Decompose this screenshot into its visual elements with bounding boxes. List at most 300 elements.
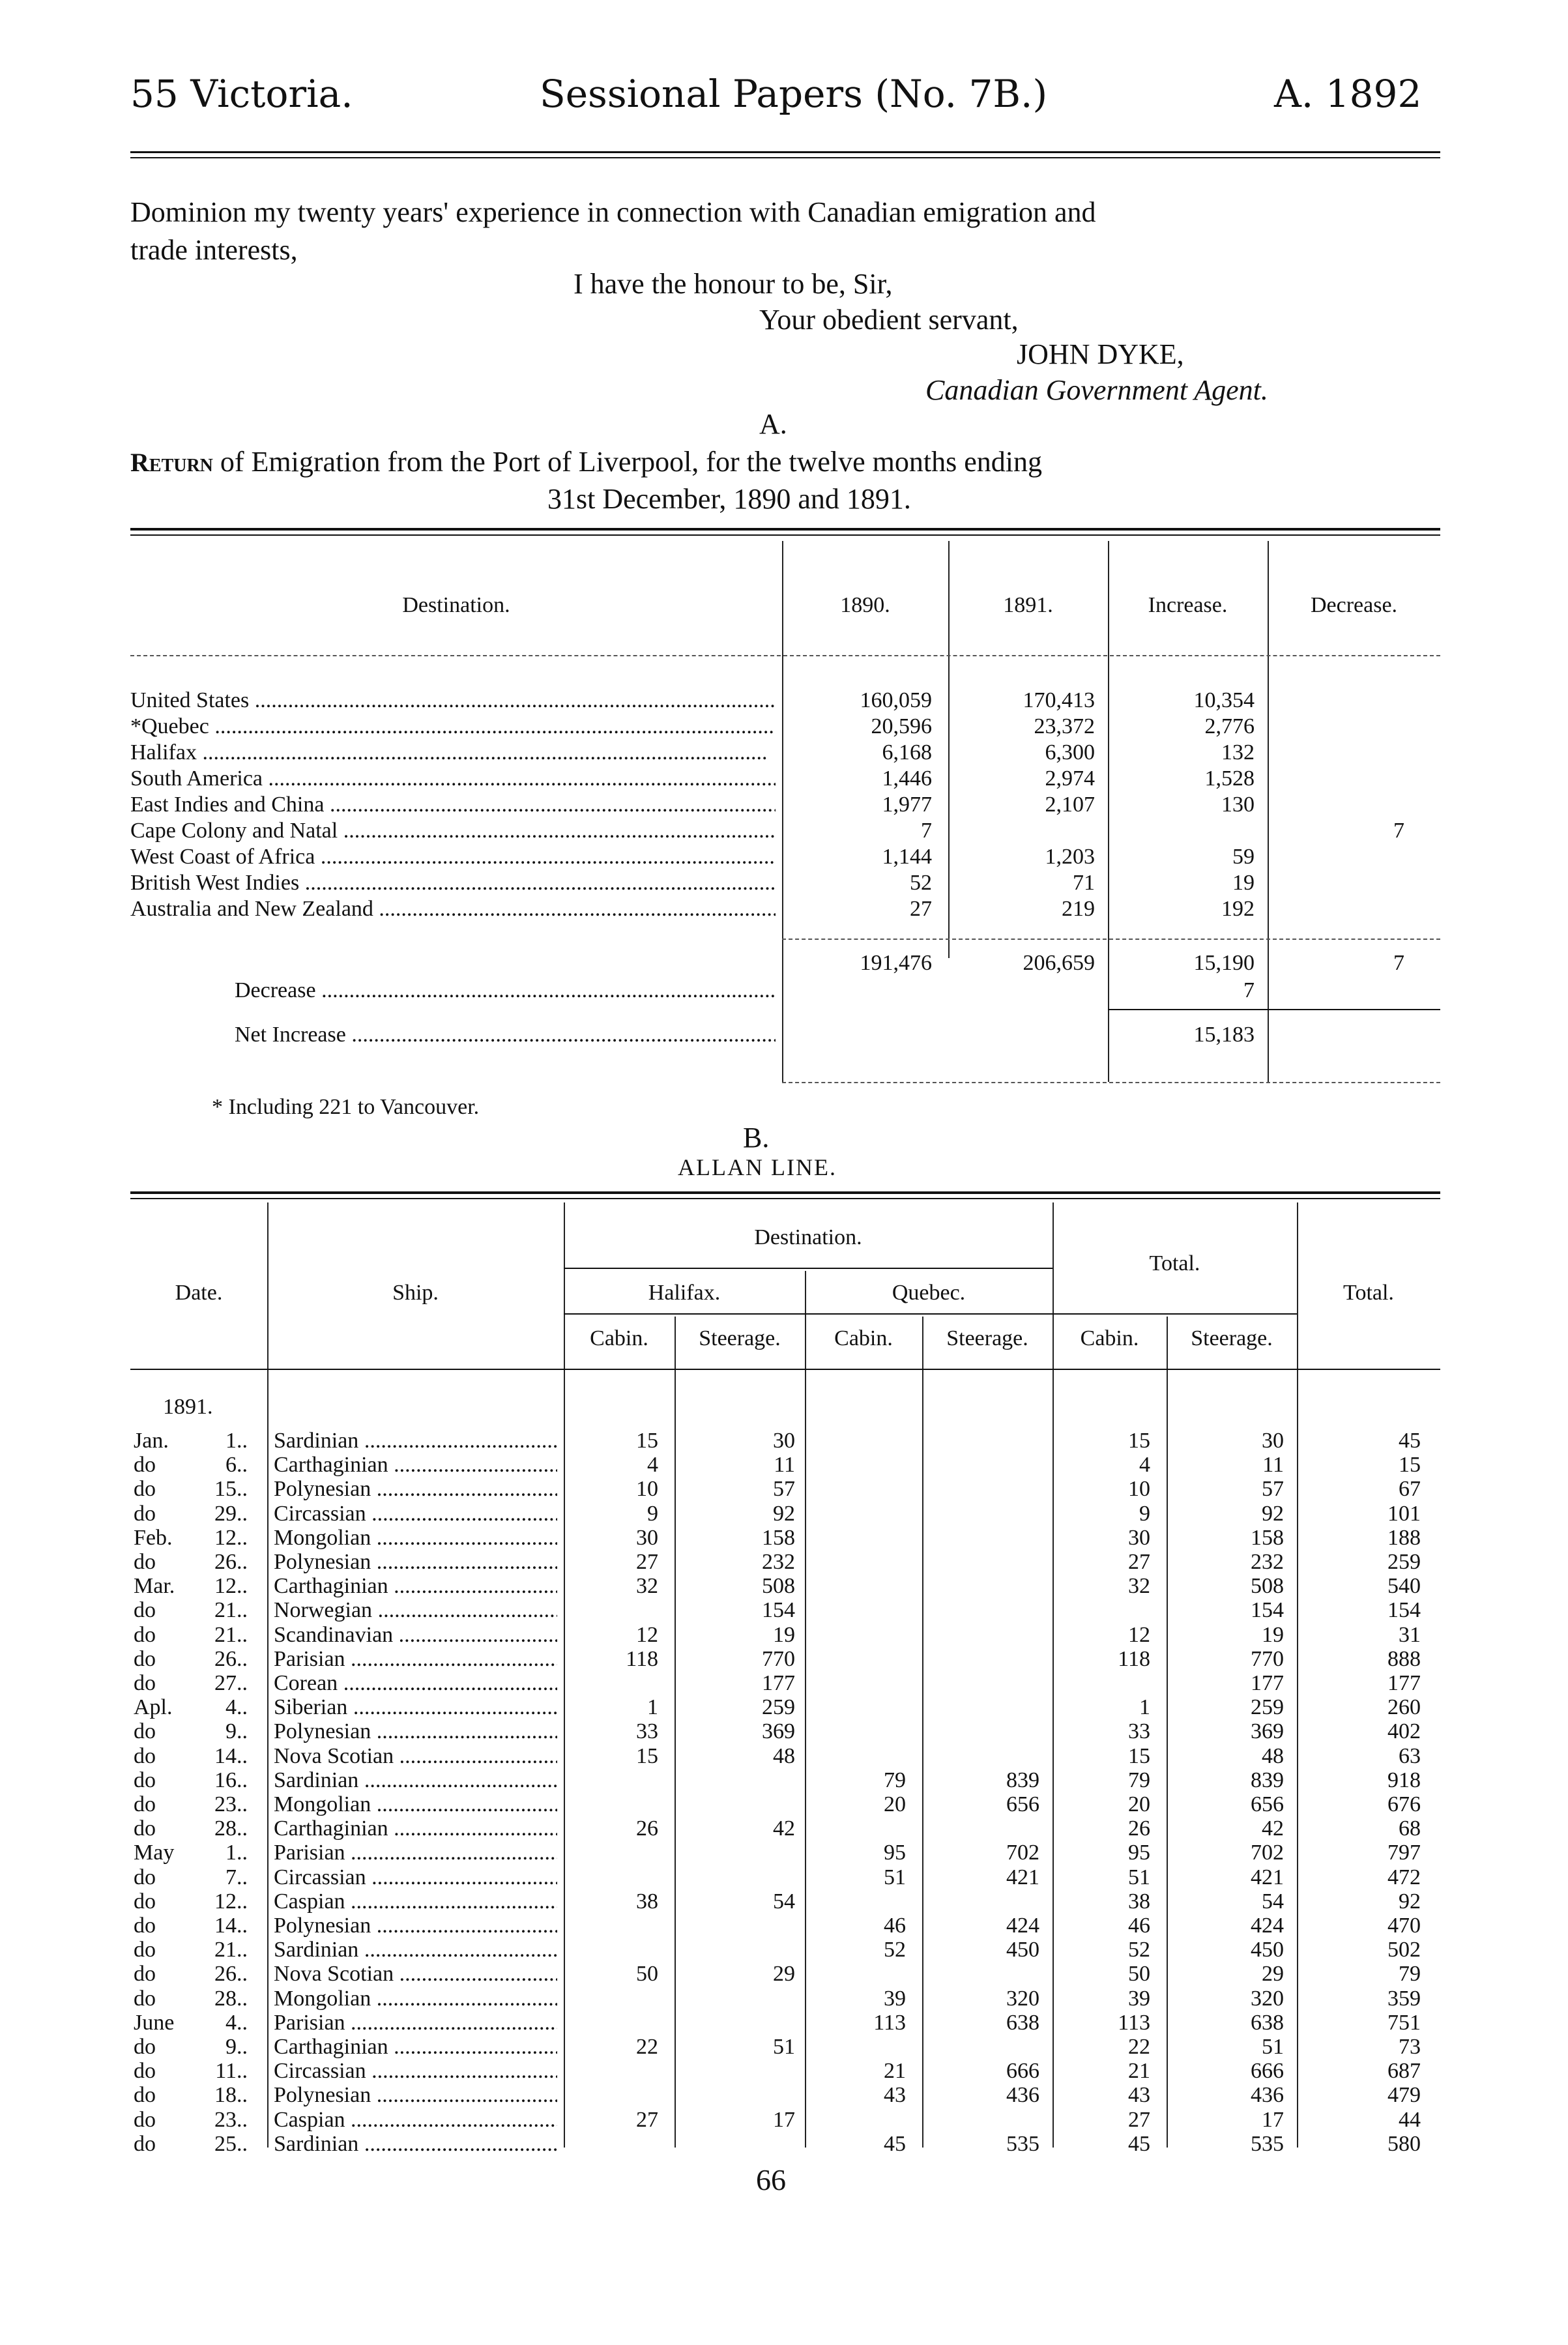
table-b-ship: Caspian .....: [274, 2108, 557, 2132]
table-b-month: Mar.: [134, 1574, 175, 1598]
table-a-rule-top: [130, 528, 1440, 531]
table-b-sub-rule: [564, 1313, 1297, 1315]
table-b-quebec-steerage: 638: [1006, 2011, 1039, 2035]
table-b-month: do: [134, 1671, 156, 1695]
header-year: A. 1892: [1274, 72, 1422, 116]
table-b-row: [0, 1671, 1568, 1695]
table-b-total-cabin: 38: [1128, 1889, 1150, 1914]
table-b-year: 1891.: [163, 1395, 213, 1419]
table-b-halifax-steerage: 51: [773, 2035, 795, 2059]
table-b-total-steerage: 51: [1262, 2035, 1284, 2059]
table-b-halifax-cabin: 50: [636, 1962, 658, 1986]
table-b-day: 11..: [215, 2059, 248, 2083]
table-a-value-1891: 23,372: [1034, 714, 1095, 738]
table-b-row: [0, 1987, 1568, 2011]
table-a-total-decrease: 7: [1393, 951, 1404, 975]
table-b-halifax-cabin: 12: [636, 1623, 658, 1647]
table-b-ship: Sardinian .....: [274, 1429, 557, 1453]
table-b-halifax-cabin: 4: [647, 1453, 658, 1477]
table-b-grand-total: 259: [1387, 1550, 1421, 1574]
table-a-bottom-rule: [782, 1082, 1440, 1083]
table-b-total-steerage: 92: [1262, 1502, 1284, 1526]
table-b-row: [0, 1453, 1568, 1477]
table-a-head-increase: Increase.: [1148, 593, 1228, 617]
table-b-head-total: Total.: [1343, 1281, 1394, 1305]
table-b-quebec-steerage: 450: [1006, 1938, 1039, 1962]
table-a-decrease-value: 7: [1243, 978, 1255, 1002]
table-b-month: do: [134, 1816, 156, 1841]
table-a-value-increase: 59: [1232, 845, 1255, 869]
table-b-grand-total: 502: [1387, 1938, 1421, 1962]
table-b-total-cabin: 43: [1128, 2083, 1150, 2107]
header-rule-bottom: [130, 157, 1440, 158]
section-b-title: ALLAN LINE.: [678, 1154, 837, 1180]
table-b-total-cabin: 32: [1128, 1574, 1150, 1598]
table-b-grand-total: 359: [1387, 1987, 1421, 2011]
table-b-grand-total: 92: [1399, 1889, 1421, 1914]
table-b-total-steerage: 320: [1251, 1987, 1284, 2011]
table-a-net-value: 15,183: [1193, 1023, 1255, 1047]
table-b-halifax-steerage: 232: [762, 1550, 795, 1574]
table-b-day: 26..: [214, 1550, 248, 1574]
table-b-head-h-cabin: Cabin.: [590, 1326, 648, 1350]
table-b-month: do: [134, 1477, 156, 1501]
table-b-halifax-cabin: 27: [636, 2108, 658, 2132]
table-b-head-quebec: Quebec.: [892, 1281, 966, 1305]
table-a-destination: *Quebec .....: [130, 714, 776, 740]
table-b-day: 21..: [214, 1623, 248, 1647]
table-b-row: [0, 1647, 1568, 1671]
table-b-total-cabin: 51: [1128, 1865, 1150, 1889]
table-b-halifax-steerage: 158: [762, 1526, 795, 1550]
table-b-total-cabin: 26: [1128, 1816, 1150, 1841]
table-b-total-steerage: 177: [1251, 1671, 1284, 1695]
table-a-value-1891: 71: [1073, 871, 1095, 895]
section-a-title: [130, 445, 1440, 478]
table-b-head-t-steerage: Steerage.: [1191, 1326, 1273, 1350]
table-b-head-date: Date.: [175, 1281, 223, 1305]
table-b-row: [0, 1865, 1568, 1889]
table-b-halifax-steerage: 154: [762, 1598, 795, 1622]
table-b-quebec-steerage: 320: [1006, 1987, 1039, 2011]
table-b-day: 27..: [214, 1671, 248, 1695]
table-b-month: do: [134, 1987, 156, 2011]
table-a-head-1891: 1891.: [1003, 593, 1053, 617]
table-b-total-steerage: 770: [1251, 1647, 1284, 1671]
table-a-decrease-label: Decrease .....: [235, 978, 776, 1004]
table-a-destination: East Indies and China .....: [130, 792, 776, 818]
table-b-head-h-steerage: Steerage.: [699, 1326, 781, 1350]
table-b-head-t-cabin: Cabin.: [1080, 1326, 1139, 1350]
table-a-value-1890: 1,446: [882, 766, 932, 791]
table-b-quebec-cabin: 21: [884, 2059, 906, 2083]
letter-closing-1: I have the honour to be, Sir,: [573, 268, 893, 300]
table-b-quebec-steerage: 666: [1006, 2059, 1039, 2083]
table-b-ship: Polynesian .....: [274, 1914, 557, 1938]
table-b-total-steerage: 42: [1262, 1816, 1284, 1841]
table-b-total-steerage: 369: [1251, 1719, 1284, 1743]
table-b-day: 28..: [214, 1987, 248, 2011]
table-b-total-steerage: 450: [1251, 1938, 1284, 1962]
table-b-month: do: [134, 1744, 156, 1768]
table-a-destination: British West Indies .....: [130, 870, 776, 896]
table-b-ship: Scandinavian .....: [274, 1623, 557, 1647]
table-b-day: 9..: [225, 2035, 248, 2059]
table-a-value-increase: 130: [1221, 793, 1255, 817]
table-b-day: 1..: [225, 1429, 248, 1453]
table-a-sum-rule: [782, 939, 1440, 940]
table-b-halifax-cabin: 15: [636, 1744, 658, 1768]
table-b-halifax-cabin: 26: [636, 1816, 658, 1841]
table-b-total-cabin: 10: [1128, 1477, 1150, 1501]
table-b-row: [0, 1526, 1568, 1550]
table-b-quebec-cabin: 45: [884, 2132, 906, 2156]
table-b-total-cabin: 118: [1118, 1647, 1150, 1671]
table-b-row: [0, 1574, 1568, 1598]
table-b-head-destination: Destination.: [754, 1225, 862, 1249]
table-a-total-increase: 15,190: [1193, 951, 1255, 975]
table-b-total-steerage: 17: [1262, 2108, 1284, 2132]
table-b-total-steerage: 535: [1251, 2132, 1284, 2156]
table-b-ship: Polynesian .....: [274, 2083, 557, 2107]
table-b-month: Jan.: [134, 1429, 169, 1453]
table-b-ship: Nova Scotian .....: [274, 1962, 557, 1986]
table-b-quebec-steerage: 421: [1006, 1865, 1039, 1889]
table-b-ship: Mongolian .....: [274, 1526, 557, 1550]
table-a-value-1891: 6,300: [1045, 740, 1095, 765]
table-b-day: 1..: [225, 1841, 248, 1865]
table-b-month: do: [134, 1453, 156, 1477]
table-b-grand-total: 154: [1387, 1598, 1421, 1622]
table-b-ship: Polynesian .....: [274, 1719, 557, 1743]
table-b-total-steerage: 436: [1251, 2083, 1284, 2107]
table-b-grand-total: 580: [1387, 2132, 1421, 2156]
table-b-ship: Carthaginian .....: [274, 1574, 557, 1598]
table-a-value-increase: 132: [1221, 740, 1255, 765]
section-a-title-rest: of Emigration from the Port of Liverpool, for the twelve months ending: [212, 446, 1042, 478]
table-b-halifax-steerage: 48: [773, 1744, 795, 1768]
table-b-day: 12..: [214, 1526, 248, 1550]
table-b-grand-total: 260: [1387, 1695, 1421, 1719]
table-b-grand-total: 68: [1399, 1816, 1421, 1841]
table-b-day: 21..: [214, 1938, 248, 1962]
table-b-head-total-group: Total.: [1149, 1251, 1200, 1275]
table-b-total-cabin: 1: [1139, 1695, 1150, 1719]
table-b-row: [0, 1768, 1568, 1792]
table-b-quebec-cabin: 95: [884, 1841, 906, 1865]
table-b-total-steerage: 11: [1262, 1453, 1284, 1477]
table-b-total-cabin: 27: [1128, 1550, 1150, 1574]
table-b-month: June: [134, 2011, 175, 2035]
table-b-row: [0, 1502, 1568, 1526]
table-b-quebec-cabin: 20: [884, 1792, 906, 1816]
table-a-value-1891: 219: [1062, 897, 1095, 921]
table-b-grand-total: 888: [1387, 1647, 1421, 1671]
table-b-grand-total: 687: [1387, 2059, 1421, 2083]
table-b-total-cabin: 9: [1139, 1502, 1150, 1526]
table-b-grand-total: 45: [1399, 1429, 1421, 1453]
table-b-head-q-steerage: Steerage.: [946, 1326, 1028, 1350]
table-b-grand-total: 751: [1387, 2011, 1421, 2035]
table-b-total-steerage: 30: [1262, 1429, 1284, 1453]
table-b-grand-total: 63: [1399, 1744, 1421, 1768]
table-b-row: [0, 2108, 1568, 2132]
table-b-grand-total: 472: [1387, 1865, 1421, 1889]
table-a-value-increase: 2,776: [1204, 714, 1255, 738]
table-a-net-row: [0, 1022, 1568, 1048]
table-b-grand-total: 540: [1387, 1574, 1421, 1598]
table-b-halifax-cabin: 1: [647, 1695, 658, 1719]
table-b-halifax-steerage: 11: [774, 1453, 795, 1477]
table-b-ship: Nova Scotian .....: [274, 1744, 557, 1768]
table-b-grand-total: 402: [1387, 1719, 1421, 1743]
table-b-ship: Polynesian .....: [274, 1550, 557, 1574]
table-b-halifax-steerage: 30: [773, 1429, 795, 1453]
table-a-total-1890: 191,476: [860, 951, 932, 975]
table-b-ship: Sardinian .....: [274, 1938, 557, 1962]
table-a-value-increase: 192: [1221, 897, 1255, 921]
table-b-month: do: [134, 1550, 156, 1574]
table-b-quebec-cabin: 113: [873, 2011, 906, 2035]
table-b-month: do: [134, 1865, 156, 1889]
table-b-halifax-cabin: 33: [636, 1719, 658, 1743]
table-b-day: 6..: [225, 1453, 248, 1477]
header-rule-top: [130, 151, 1440, 153]
table-b-row: [0, 2059, 1568, 2083]
table-b-quebec-steerage: 702: [1006, 1841, 1039, 1865]
table-b-month: May: [134, 1841, 175, 1865]
table-b-total-cabin: 52: [1128, 1938, 1150, 1962]
table-b-total-cabin: 79: [1128, 1768, 1150, 1792]
table-b-ship: Mongolian .....: [274, 1987, 557, 2011]
table-b-total-cabin: 22: [1128, 2035, 1150, 2059]
table-b-total-steerage: 839: [1251, 1768, 1284, 1792]
table-b-halifax-steerage: 369: [762, 1719, 795, 1743]
table-a-row: [0, 844, 1568, 870]
table-b-head-ship: Ship.: [392, 1281, 439, 1305]
table-b-grand-total: 188: [1387, 1526, 1421, 1550]
table-b-month: do: [134, 1502, 156, 1526]
table-b-day: 12..: [214, 1889, 248, 1914]
table-b-month: do: [134, 1889, 156, 1914]
table-b-ship: Siberian .....: [274, 1695, 557, 1719]
table-b-grand-total: 918: [1387, 1768, 1421, 1792]
table-b-day: 23..: [214, 1792, 248, 1816]
table-b-quebec-cabin: 43: [884, 2083, 906, 2107]
table-a-value-1890: 7: [921, 819, 932, 843]
table-b-day: 14..: [214, 1744, 248, 1768]
table-b-ship: Circassian .....: [274, 2059, 557, 2083]
table-b-total-cabin: 27: [1128, 2108, 1150, 2132]
table-b-grand-total: 797: [1387, 1841, 1421, 1865]
table-a-value-1891: 2,107: [1045, 793, 1095, 817]
table-b-total-cabin: 4: [1139, 1453, 1150, 1477]
table-b-day: 28..: [214, 1816, 248, 1841]
table-a-value-1890: 20,596: [871, 714, 932, 738]
table-b-halifax-cabin: 9: [647, 1502, 658, 1526]
table-a-row: [0, 740, 1568, 766]
table-b-quebec-cabin: 79: [884, 1768, 906, 1792]
table-b-total-cabin: 50: [1128, 1962, 1150, 1986]
table-b-head-q-cabin: Cabin.: [834, 1326, 893, 1350]
table-b-row: [0, 1598, 1568, 1622]
table-b-grand-total: 73: [1399, 2035, 1421, 2059]
letter-line-1: Dominion my twenty years' experience in connection with Canadian emigration and: [130, 196, 1096, 228]
table-b-day: 15..: [214, 1477, 248, 1501]
section-b-letter: B.: [743, 1122, 770, 1154]
table-b-halifax-steerage: 770: [762, 1647, 795, 1671]
table-a-row: [0, 896, 1568, 922]
table-b-quebec-cabin: 51: [884, 1865, 906, 1889]
table-b-halifax-cabin: 15: [636, 1429, 658, 1453]
table-b-row: [0, 1695, 1568, 1719]
table-b-total-cabin: 15: [1128, 1744, 1150, 1768]
letter-signer-title: Canadian Government Agent.: [925, 374, 1268, 406]
table-b-quebec-steerage: 436: [1006, 2083, 1039, 2107]
table-b-month: do: [134, 1647, 156, 1671]
table-a-value-1891: 170,413: [1023, 688, 1095, 712]
table-b-grand-total: 44: [1399, 2108, 1421, 2132]
table-a-net-label: Net Increase .....: [235, 1022, 776, 1048]
table-b-month: do: [134, 1598, 156, 1622]
table-a-destination: Cape Colony and Natal .....: [130, 818, 776, 844]
table-b-quebec-steerage: 839: [1006, 1768, 1039, 1792]
table-b-day: 25..: [214, 2132, 248, 2156]
table-b-day: 16..: [214, 1768, 248, 1792]
table-b-ship: Polynesian .....: [274, 1477, 557, 1501]
table-b-month: do: [134, 1962, 156, 1986]
table-b-halifax-steerage: 508: [762, 1574, 795, 1598]
table-a-total-1891: 206,659: [1023, 951, 1095, 975]
table-b-day: 26..: [214, 1647, 248, 1671]
table-b-ship: Sardinian .....: [274, 1768, 557, 1792]
table-b-quebec-steerage: 424: [1006, 1914, 1039, 1938]
table-b-total-cabin: 20: [1128, 1792, 1150, 1816]
table-a-destination: Australia and New Zealand .....: [130, 896, 776, 922]
table-b-total-steerage: 154: [1251, 1598, 1284, 1622]
header-volume: 55 Victoria.: [130, 72, 353, 116]
table-b-row: [0, 1744, 1568, 1768]
table-b-total-cabin: 39: [1128, 1987, 1150, 2011]
table-a-value-increase: 10,354: [1193, 688, 1255, 712]
table-b-ship: Circassian .....: [274, 1865, 557, 1889]
table-a-row: [0, 766, 1568, 792]
table-b-halifax-steerage: 259: [762, 1695, 795, 1719]
table-b-grand-total: 31: [1399, 1623, 1421, 1647]
table-a-value-1890: 6,168: [882, 740, 932, 765]
table-b-month: do: [134, 2132, 156, 2156]
table-b-grand-total: 79: [1399, 1962, 1421, 1986]
table-b-total-steerage: 54: [1262, 1889, 1284, 1914]
section-a-letter: A.: [759, 408, 787, 440]
letter-closing-2: Your obedient servant,: [759, 304, 1019, 336]
table-b-quebec-steerage: 656: [1006, 1792, 1039, 1816]
table-b-row: [0, 2035, 1568, 2059]
table-b-quebec-steerage: 535: [1006, 2132, 1039, 2156]
table-b-row: [0, 1792, 1568, 1816]
table-b-head-rule: [130, 1369, 1440, 1370]
table-a-rule-top2: [130, 534, 1440, 536]
table-b-day: 12..: [214, 1574, 248, 1598]
table-b-row: [0, 1938, 1568, 1962]
table-a-destination: West Coast of Africa .....: [130, 844, 776, 870]
table-a-destination: United States .....: [130, 688, 776, 714]
header-title: Sessional Papers (No. 7B.): [540, 72, 1048, 116]
table-b-total-cabin: 46: [1128, 1914, 1150, 1938]
table-b-total-cabin: 33: [1128, 1719, 1150, 1743]
table-b-quebec-cabin: 52: [884, 1938, 906, 1962]
table-b-total-cabin: 15: [1128, 1429, 1150, 1453]
table-b-day: 7..: [225, 1865, 248, 1889]
table-b-row: [0, 1719, 1568, 1743]
table-b-total-steerage: 508: [1251, 1574, 1284, 1598]
table-a-value-1890: 1,977: [882, 793, 932, 817]
table-b-halifax-steerage: 54: [773, 1889, 795, 1914]
letter-signer: JOHN DYKE,: [1017, 338, 1184, 370]
table-b-month: do: [134, 2083, 156, 2107]
section-a-title-line2: 31st December, 1890 and 1891.: [547, 483, 911, 515]
table-b-total-steerage: 259: [1251, 1695, 1284, 1719]
table-a-head-1890: 1890.: [840, 593, 890, 617]
table-b-ship: Caspian .....: [274, 1889, 557, 1914]
table-b-grand-total: 676: [1387, 1792, 1421, 1816]
table-b-total-steerage: 48: [1262, 1744, 1284, 1768]
table-a-row: [0, 688, 1568, 714]
table-b-halifax-steerage: 42: [773, 1816, 795, 1841]
table-b-halifax-steerage: 57: [773, 1477, 795, 1501]
table-a-net-rule: [1108, 1009, 1440, 1010]
table-b-total-steerage: 638: [1251, 2011, 1284, 2035]
table-b-month: do: [134, 1792, 156, 1816]
table-b-ship: Parisian .....: [274, 1647, 557, 1671]
table-b-grand-total: 470: [1387, 1914, 1421, 1938]
table-b-row: [0, 1816, 1568, 1841]
table-b-ship: Carthaginian .....: [274, 1453, 557, 1477]
table-b-total-cabin: 95: [1128, 1841, 1150, 1865]
table-b-day: 4..: [225, 1695, 248, 1719]
section-a-title-lead: Return: [130, 448, 213, 477]
table-b-grand-total: 479: [1387, 2083, 1421, 2107]
table-b-grand-total: 15: [1399, 1453, 1421, 1477]
table-a-value-1890: 160,059: [860, 688, 932, 712]
table-b-ship: Mongolian .....: [274, 1792, 557, 1816]
table-b-halifax-steerage: 177: [762, 1671, 795, 1695]
table-b-quebec-cabin: 39: [884, 1987, 906, 2011]
table-b-total-cabin: 12: [1128, 1623, 1150, 1647]
table-b-row: [0, 1841, 1568, 1865]
table-b-quebec-cabin: 46: [884, 1914, 906, 1938]
table-b-total-steerage: 19: [1262, 1623, 1284, 1647]
table-b-total-steerage: 702: [1251, 1841, 1284, 1865]
table-b-month: do: [134, 1719, 156, 1743]
table-b-row: [0, 1962, 1568, 1986]
table-a-value-1891: 2,974: [1045, 766, 1095, 791]
table-a-value-1890: 52: [910, 871, 932, 895]
table-b-total-cabin: 21: [1128, 2059, 1150, 2083]
table-b-row: [0, 2011, 1568, 2035]
table-b-halifax-steerage: 19: [773, 1623, 795, 1647]
table-b-halifax-cabin: 32: [636, 1574, 658, 1598]
table-a-value-1891: 1,203: [1045, 845, 1095, 869]
table-a-row: [0, 792, 1568, 818]
table-b-grand-total: 67: [1399, 1477, 1421, 1501]
table-a-head-destination: Destination.: [402, 593, 510, 617]
table-a-footnote: * Including 221 to Vancouver.: [212, 1095, 480, 1119]
table-b-halifax-cabin: 118: [626, 1647, 658, 1671]
table-b-month: Apl.: [134, 1695, 173, 1719]
table-b-halifax-cabin: 10: [636, 1477, 658, 1501]
table-b-row: [0, 1477, 1568, 1501]
